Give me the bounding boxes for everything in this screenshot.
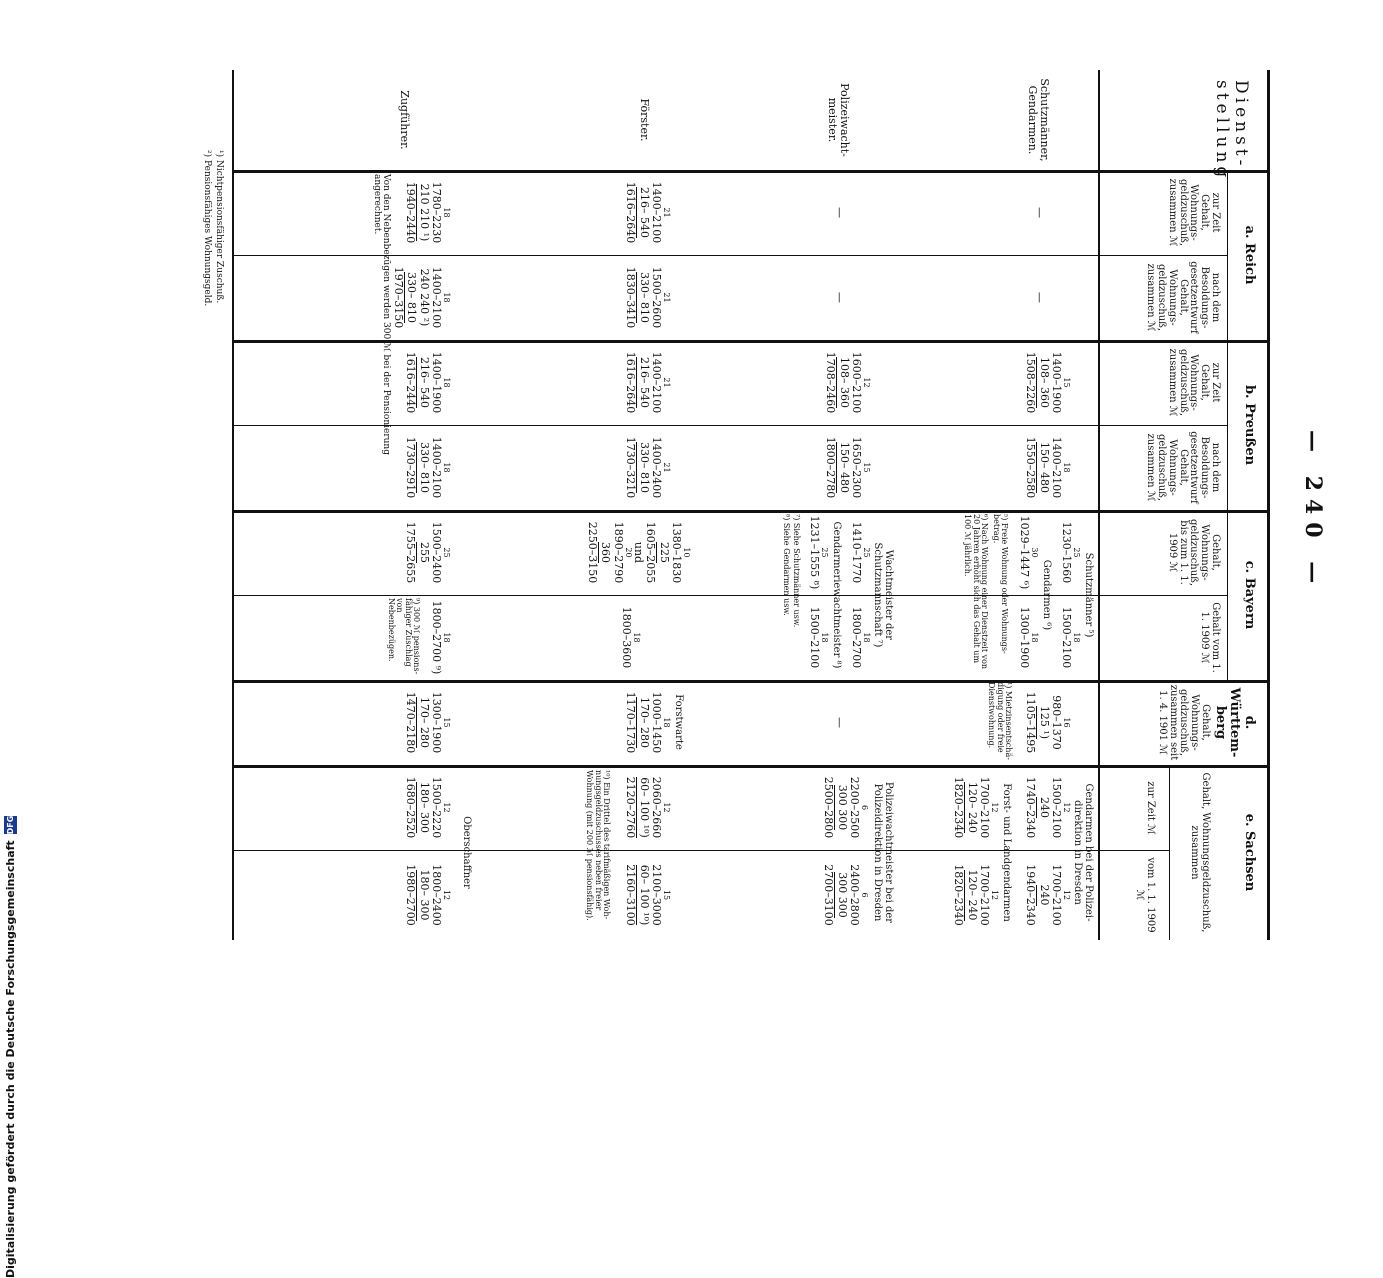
cell-line: 1740–2340 <box>1024 776 1038 839</box>
col-header: vom 1. 1. 1909 ℳ <box>1134 857 1156 933</box>
reich-header: a. Reich <box>1242 225 1257 285</box>
cell-line: 1400–2100 <box>430 436 443 499</box>
reich-zugfuehrer-note: Von den Nebenbezügen werden 300 ℳ bei der Pensionierung angerechnet. <box>371 174 391 455</box>
cell-line: 1605–2055 <box>644 521 658 584</box>
cell-line: 1231–1555 ⁸) <box>808 515 821 590</box>
state-header-rule <box>1227 170 1228 680</box>
cell-wuerttemberg-3 <box>404 680 450 765</box>
cell-line: 1820–2340 <box>952 864 966 926</box>
cell-line: 1890–2790 <box>611 521 625 584</box>
dfg-watermark <box>0 318 21 1278</box>
cell-line: 2160–3100 <box>624 864 638 926</box>
cell-line: 108– 360 <box>1037 357 1051 408</box>
row-label-polizeiwachtmeister: Polizeiwacht-meister. <box>825 83 851 157</box>
cell-wuerttemberg-1 <box>1024 680 1070 765</box>
cell-preussen-6 <box>624 425 670 510</box>
cell-sachsen-8 <box>624 850 670 940</box>
cell-bayern-4 <box>1018 595 1038 680</box>
cell-line: 1820–2340 <box>952 776 966 839</box>
col-header: Gehalt vom 1. 1. 1909 ℳ <box>1199 602 1221 673</box>
cell-line: 2250–3150 <box>586 521 600 584</box>
row-label-foerster: Förster. <box>638 98 651 142</box>
cell-dash: — <box>1033 292 1046 303</box>
cell-preussen-3 <box>824 340 870 425</box>
cell-reich-3b <box>624 255 670 340</box>
cell-line: 1500–2100 <box>1060 606 1073 669</box>
cell-sachsen-1 <box>1024 765 1070 850</box>
cell-line: 1800–2700 <box>850 606 863 669</box>
cell-sup: 18 <box>442 377 451 388</box>
cell-line: 1500–2100 <box>808 606 821 669</box>
cell-line: 1230–1560 <box>1060 521 1073 584</box>
cell-line: 1400–2400 <box>650 436 663 499</box>
cell-line: 1470–2180 <box>404 691 418 754</box>
cell-line: 1700–2100 <box>1050 864 1063 926</box>
cell-line: 1600–2100 <box>850 351 863 414</box>
cell-sup: 6 <box>860 892 869 898</box>
cell-reich-3a <box>624 170 670 255</box>
col-header: zur Zeit Gehalt, Wohnungs-geldzuschuß, zusammen ℳ <box>1166 348 1221 417</box>
bayern-group-label: Gendarmeriewachtmeister ⁸) <box>831 521 842 669</box>
cell-line: 1500–2400 <box>430 521 443 584</box>
cell-sup: 25 <box>1072 547 1081 558</box>
cell-reich-4b <box>392 255 450 340</box>
dienststellung-header: Dienst-stellung <box>1211 80 1251 182</box>
cell-sup: 21 <box>662 292 671 303</box>
cell-line: 1940–2340 <box>1024 864 1038 926</box>
sachsen-group-label: Oberschaffner <box>461 816 472 889</box>
cell-line: 1400–1900 <box>1050 351 1063 414</box>
footnote-bayern-5: ⁵) Freie Wohnung oder Wohnungs-betrag. <box>991 514 1009 654</box>
footnote-bayern-7: ⁷) Siehe Schutzmänner usw. <box>792 514 801 628</box>
cell-line: 125 ¹) <box>1037 705 1051 740</box>
cell-dash: — <box>833 717 846 728</box>
cell-sup: 18 <box>862 632 871 643</box>
cell-bayern-10 <box>620 595 640 680</box>
bayern-group-label: Schutzmänner ⁵) <box>1083 552 1094 638</box>
sachsen-group-label: Forst- und Landgendarmen <box>1001 783 1012 922</box>
cell-sup: 21 <box>662 207 671 218</box>
cell-sup: 18 <box>442 207 451 218</box>
col-header: Gehalt, Wohnungs-geldzuschuß, zusammen seit 1. 4. 1901 ℳ <box>1156 684 1211 761</box>
cell-sup: 10 <box>682 547 691 558</box>
footnote-wuerttemberg-1: ¹) Mietzinsentschä-digung oder freie Dienstwohnung. <box>987 682 1013 760</box>
cell-line: 1550–2580 <box>1024 436 1038 499</box>
cell-line: 170– 280 <box>417 697 431 748</box>
cell-line: 2100–3000 <box>650 864 663 926</box>
cell-line: 1730–2910 <box>404 436 418 499</box>
preussen-header: b. Preußen <box>1242 384 1257 466</box>
cell-sup: 18 <box>1062 462 1071 473</box>
cell-sup: 18 <box>1072 632 1081 643</box>
cell-sup: 12 <box>862 377 871 388</box>
wuerttemberg-header: d. Württem-berg <box>1212 687 1257 758</box>
cell-sup: 25 <box>442 547 451 558</box>
cell-line: 216– 540 <box>637 357 651 408</box>
cell-dash: — <box>833 207 846 218</box>
cell-line: 2120–2760 <box>624 776 638 839</box>
cell-line: 216– 540 <box>637 187 651 238</box>
cell-line: 1970–3150 <box>392 266 406 329</box>
cell-sup: 12 <box>1062 889 1071 901</box>
cell-line: 1380–1830 <box>670 521 683 584</box>
cell-line: 108– 360 <box>837 357 851 408</box>
cell-preussen-1 <box>1024 340 1070 425</box>
cell-dash: — <box>1033 207 1046 218</box>
cell-line: 1780–2230 <box>430 181 443 244</box>
cell-bayern-2 <box>1060 595 1080 680</box>
cell-bayern-12 <box>430 595 450 680</box>
cell-line: 120– 240 <box>965 782 979 833</box>
cell-line: 210 210 ¹) <box>417 183 431 242</box>
footnote-bayern-8: ⁸) Siehe Gendarmen usw. <box>782 514 791 616</box>
cell-line: 240 <box>1037 884 1051 906</box>
cell-line: 150– 480 <box>837 442 851 493</box>
cell-preussen-4 <box>824 425 870 510</box>
cell-line: 60– 100 ¹⁰) <box>637 864 651 926</box>
cell-line: 1616–2640 <box>624 181 638 244</box>
col-header: Gehalt, Wohnungsgeldzuschuß, zusammen <box>1189 772 1211 933</box>
cell-line: 330– 810 <box>637 442 651 493</box>
cell-sup: 18 <box>820 632 829 643</box>
cell-line: 1800–2780 <box>824 436 838 499</box>
footnote-sachsen-10: ¹⁰) Ein Drittel des tarifmäßigen Woh-nungsgeldzuschusses neben freier Wohnung (mit 200 ℳ pensionsfähig). <box>585 770 611 921</box>
cell-line: 360 <box>599 542 613 563</box>
wuerttemberg-group-label: Forstwarte <box>673 694 684 750</box>
cell-sup: 12 <box>990 802 999 813</box>
cell-preussen-2 <box>1024 425 1070 510</box>
cell-line: 1170–1730 <box>624 691 638 754</box>
cell-line: 255 <box>417 542 431 563</box>
cell-line: 1400–2100 <box>650 181 663 244</box>
cell-bayern-5 <box>850 510 870 595</box>
cell-line: 330– 810 <box>405 272 419 323</box>
cell-sup: 18 <box>442 292 451 303</box>
cell-line: 1800–3600 <box>620 606 633 669</box>
cell-wuerttemberg-2 <box>624 680 670 765</box>
cell-line: 240 240 ²) <box>417 268 431 327</box>
col-header: Gehalt, Wohnungs-geldzuschuß, bis zum 1. 1. 1909 ℳ <box>1166 518 1221 587</box>
cell-line: 1616–2640 <box>624 351 638 414</box>
col-header: zur Zeit Gehalt, Wohnungs-geldzuschuß, zusammen ℳ <box>1166 178 1221 247</box>
cell-line: 180– 300 <box>417 869 431 921</box>
cell-bayern-9 <box>586 510 690 595</box>
cell-line: 1029–1447 ⁶) <box>1018 515 1031 590</box>
cell-sachsen-10 <box>404 850 450 940</box>
cell-bayern-3 <box>1018 510 1038 595</box>
cell-bayern-11 <box>404 510 450 595</box>
cell-line: 60– 100 ¹⁰) <box>637 777 651 838</box>
cell-line: 120– 240 <box>965 869 979 921</box>
cell-line: 225 <box>657 542 671 563</box>
cell-line: 1105–1495 <box>1024 691 1038 754</box>
cell-line: 300 300 <box>835 872 849 918</box>
row-label-schutzmaenner: Schutzmänner, Gendarmen. <box>1025 78 1051 162</box>
cell-line: 1700–2100 <box>978 776 991 839</box>
cell-bayern-1 <box>1060 510 1080 595</box>
col-header: nach dem Besoldungs-gesetzentwurf Gehalt, Wohnungs-geldzuschuß, zusammen ℳ <box>1145 431 1221 504</box>
col-divider-title <box>234 170 1270 173</box>
cell-sup: 12 <box>990 889 999 901</box>
cell-line: 1000–1450 <box>650 691 663 754</box>
cell-line: 330– 810 <box>417 442 431 493</box>
col-header: nach dem Besoldungs-gesetzentwurf Gehalt, Wohnungs-geldzuschuß, zusammen ℳ <box>1145 261 1221 334</box>
cell-sup: 18 <box>632 632 641 643</box>
cell-bayern-7 <box>808 510 828 595</box>
top-rule <box>1267 70 1270 940</box>
cell-preussen-5 <box>624 340 670 425</box>
cell-line: 1500–2220 <box>430 776 443 839</box>
bayern-header: c. Bayern <box>1242 560 1257 630</box>
cell-sachsen-9 <box>404 765 450 850</box>
cell-line: 1940–2440 <box>404 181 418 244</box>
cell-line: 2200–2500 <box>848 776 861 839</box>
cell-line: 2700–3100 <box>822 864 836 926</box>
page-number: — 240 — <box>1300 430 1326 592</box>
footnote-2: ²) Pensionsfähiges Wohnungsgeld. <box>202 150 212 307</box>
cell-line: 216– 540 <box>417 357 431 408</box>
cell-line: 1410–1770 <box>850 521 863 584</box>
cell-dash: — <box>833 292 846 303</box>
sachsen-header-rule <box>1169 765 1170 940</box>
col-divider-state <box>234 680 1270 683</box>
cell-sachsen-5 <box>822 765 868 850</box>
row-label-zugfuehrer: Zugführer. <box>398 90 411 150</box>
cell-line: 1980–2700 <box>404 864 418 926</box>
bottom-rule <box>232 70 234 940</box>
sachsen-group-label: Polizeiwachtmeister bei der Polizeidirektion in Dresden <box>871 781 894 924</box>
cell-sup: 21 <box>662 377 671 388</box>
col-divider-state <box>234 765 1270 768</box>
footnote-bayern-6: ⁶) Nach Wohnung einer Dienstzeit von 20 Jahren erhöht sich das Gehalt um 100 ℳ jährlich. <box>963 514 989 670</box>
cell-sup: 30 <box>1030 547 1039 558</box>
bayern-group-label: Gendarmen ⁶) <box>1041 559 1052 631</box>
sachsen-header: e. Sachsen <box>1242 813 1257 892</box>
cell-sup: 12 <box>442 802 451 813</box>
cell-line: 2500–2800 <box>822 776 836 839</box>
cell-sup: 16 <box>1062 717 1071 728</box>
cell-line: 1400–1900 <box>430 351 443 414</box>
cell-line: 1400–2100 <box>650 351 663 414</box>
cell-sup: 18 <box>442 462 451 473</box>
cell-line: 1500–2100 <box>1050 776 1063 839</box>
cell-sup: 25 <box>862 547 871 558</box>
dfg-logo: DFG <box>5 815 15 835</box>
cell-line: 1730–3210 <box>624 436 638 499</box>
cell-sup: 12 <box>1062 802 1071 813</box>
sachsen-group-label: Gendarmen bei der Polizei-direktion in Dresden <box>1071 783 1094 922</box>
cell-line: 1708–2460 <box>824 351 838 414</box>
cell-sup: 18 <box>1030 632 1039 643</box>
cell-line: 180– 300 <box>417 782 431 833</box>
header-rule <box>1098 70 1100 940</box>
cell-sachsen-4 <box>952 850 998 940</box>
cell-sup: 25 <box>820 547 829 558</box>
cell-line: 1700–2100 <box>978 864 991 926</box>
cell-sachsen-6 <box>822 850 868 940</box>
cell-line: 1680–2520 <box>404 776 418 839</box>
cell-line: 240 <box>1037 797 1051 818</box>
cell-preussen-7 <box>404 340 450 425</box>
cell-line: 330– 810 <box>637 272 651 323</box>
cell-line: 1300–1900 <box>430 691 443 754</box>
footnote-bayern-9: ⁹) 300 ℳ pensions-fähiger Zuschlag von Nebenbezügen. <box>386 598 421 675</box>
cell-line: 1800–2400 <box>430 864 443 926</box>
cell-line: 2060–2660 <box>650 776 663 839</box>
cell-sup: 15 <box>662 889 671 901</box>
cell-sachsen-2 <box>1024 850 1070 940</box>
cell-sachsen-3 <box>952 765 998 850</box>
cell-sup: 12 <box>662 802 671 813</box>
cell-line: 1508–2260 <box>1024 351 1038 414</box>
cell-bayern-6 <box>850 595 870 680</box>
cell-bayern-8 <box>808 595 828 680</box>
cell-line: 980–1370 <box>1050 695 1063 750</box>
cell-line: 1616–2440 <box>404 351 418 414</box>
cell-line: 1500–2600 <box>650 266 663 329</box>
cell-line: 300 300 <box>835 784 849 831</box>
cell-sup: 6 <box>860 804 869 811</box>
cell-sup: 15 <box>442 717 451 728</box>
col-divider-state <box>234 510 1270 513</box>
footnote-1: ¹) Nichtpensionsfähiger Zuschuß. <box>214 150 224 304</box>
cell-sup: 18 <box>442 632 451 643</box>
table-sheet <box>202 70 1326 940</box>
cell-line: 1800–2700 ⁹) <box>430 600 443 675</box>
cell-reich-4a <box>404 170 450 255</box>
cell-preussen-8 <box>404 425 450 510</box>
cell-sup: 18 <box>662 717 671 728</box>
cell-line: 150– 480 <box>1037 442 1051 493</box>
cell-line: 1400–2100 <box>1050 436 1063 499</box>
bayern-group-label: Wachtmeister der Schutzmannschaft ⁷) <box>871 542 894 648</box>
cell-line: 1300–1900 <box>1018 606 1031 669</box>
cell-line: 1400–2100 <box>430 266 443 329</box>
cell-sup: 15 <box>1062 377 1071 388</box>
cell-line: 170– 280 <box>637 697 651 748</box>
cell-sup: 15 <box>862 462 871 473</box>
cell-sup: 12 <box>442 889 451 901</box>
cell-line: und <box>632 541 646 564</box>
cell-line: 1755–2655 <box>404 521 418 584</box>
cell-line: 1650–2300 <box>850 436 863 499</box>
watermark-text: Digitalisierung gefördert durch die Deutsche Forschungsgemeinschaft <box>3 840 17 1278</box>
cell-line: 1830–3410 <box>624 266 638 329</box>
cell-sup: 21 <box>662 462 671 473</box>
col-header: zur Zeit ℳ <box>1145 781 1156 835</box>
cell-line: 2400–2800 <box>848 864 861 926</box>
cell-sup: 20 <box>623 547 633 558</box>
cell-sachsen-7 <box>624 765 670 850</box>
